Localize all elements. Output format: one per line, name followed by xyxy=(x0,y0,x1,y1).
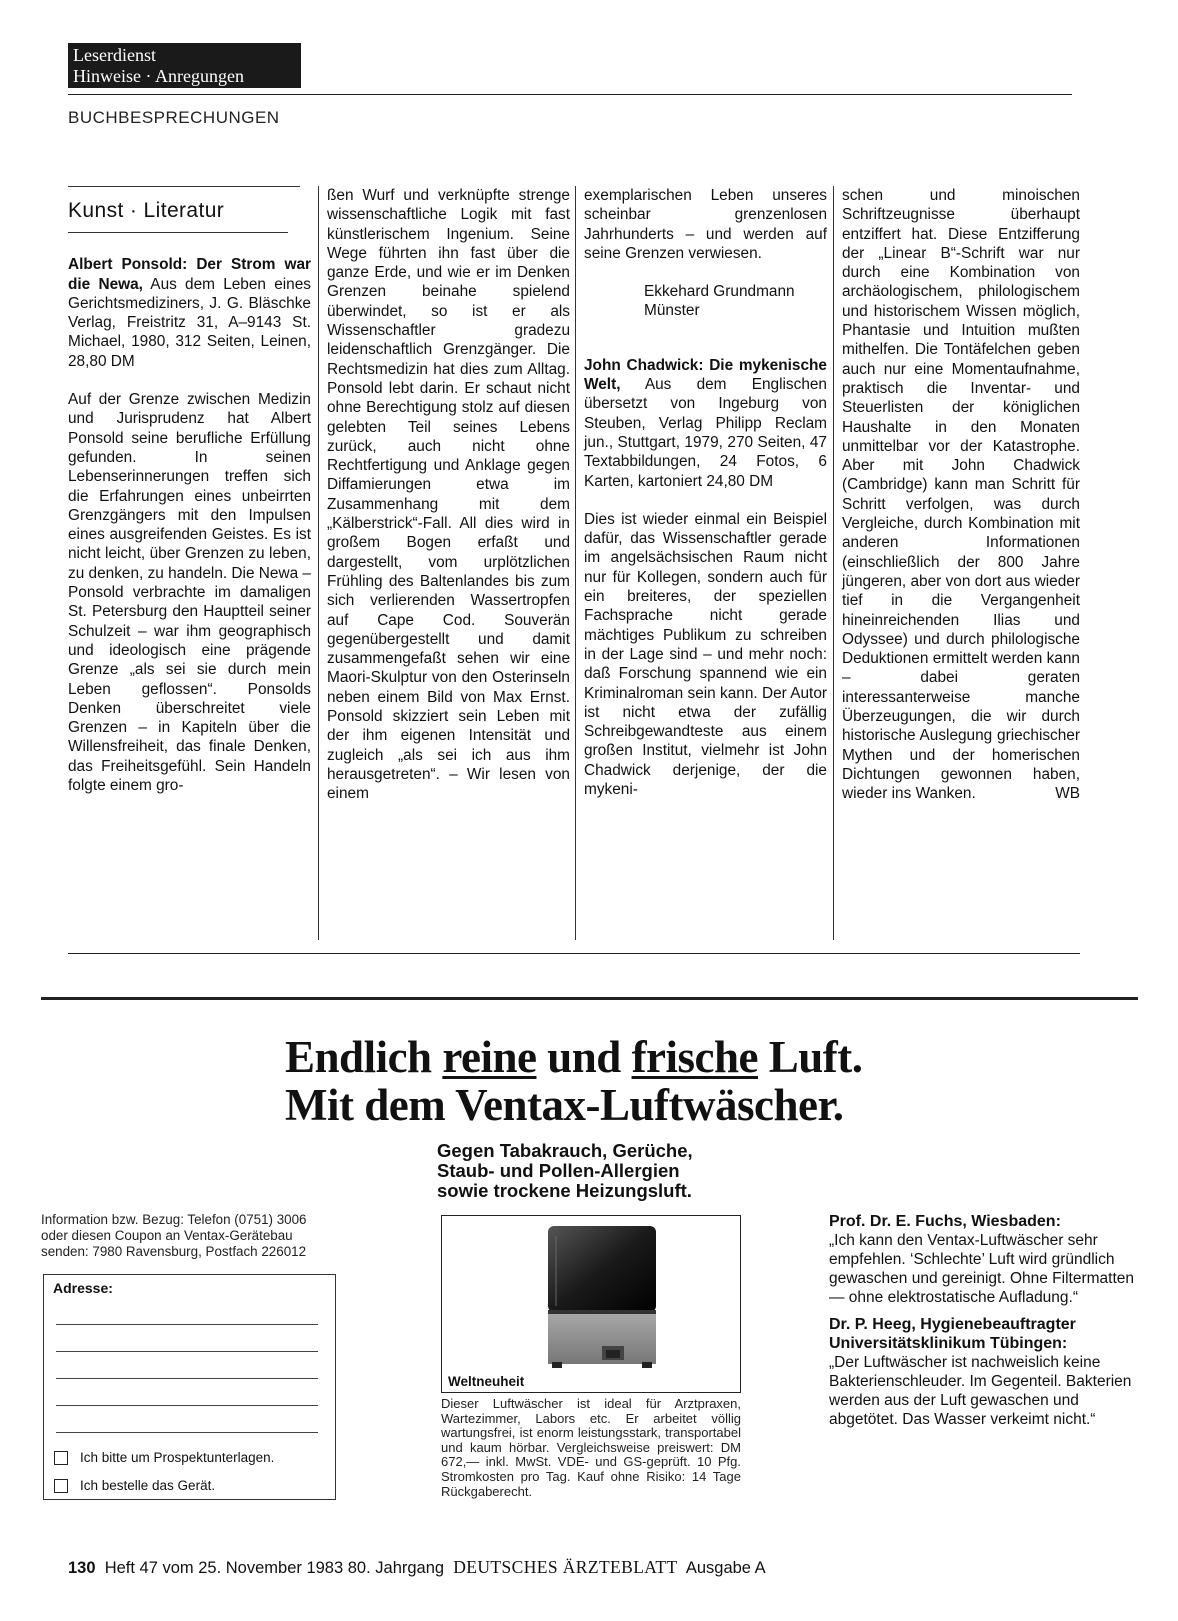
review-1-text: Auf der Grenze zwischen Medizin und Jurisprudenz hat Albert Ponsold seine berufliche Erfüllung gefunden. In seinen Lebenserinnerungen treffen sich die Erfahrungen eines unbeirrten Grenzgängers mit den Impulsen eines ausgreifenden Geistes. Es ist nicht leicht, über Grenzen zu leben, zu denken, zu handeln. Die Newa – Ponsold verbrachte im damaligen St. Petersburg den Hauptteil seiner Schulzeit – war ihm geographisch und ideologisch eine prägende Grenze „als sei sie durch mein Leben geflossen“. Ponsolds Denken überschreitet viele Grenzen – in Kapiteln über die Willensfreiheit, das finale Denken, das Freiheitsgefühl. Sein Handeln folgte einem gro- xyxy=(68,391,311,795)
masthead-logo xyxy=(68,43,301,88)
review-1-text-continued: ßen Wurf und verknüpfte strenge wissenschaftliche Logik mit fast künstlerischem Ingenium. Seine Wege führten ihn fast über die ganze Erde, und wie er im Denken Grenzen beinahe spielend überwindet, so ist er als Wissenschaftler gradezu leidenschaftlich Grenzgänger. Die Rechtsmedizin hat dies zum Alltag. Ponsold lebt darin. Er schaut nicht ohne Berechtigung stolz auf diesen gelebten Teil seines Lebens zurück, auch nicht ohne Rechtfertigung und Anklage gegen Diffamierungen etwa im Zusammenhang mit dem „Kälberstrick“-Fall. All dies wird in großem Bogen erfaßt und dargestellt, vom urplötzlichen Frühling des Baltenlandes bis zum sich verlierenden Wassertropfen auf Cape Cod. Souverän gegenübergestellt und damit zusammengefaßt sehen wir eine Maori-Skulptur von den Osterinseln neben einem Bild von Max Ernst. Ponsold skizziert sein Leben mit der ihm eigenen Intensität und zugleich „als sei ich aus ihm herausgetreten“. – Wir lesen von einem xyxy=(327,187,570,803)
testimonial-1-author: Prof. Dr. E. Fuchs, Wiesbaden: xyxy=(829,1213,1061,1230)
ad-subheadline: Gegen Tabakrauch, Gerüche, Staub- und Pollen-Allergien sowie trockene Heizungsluft. xyxy=(437,1140,693,1201)
heading-rule-top xyxy=(68,186,300,187)
category-heading: Kunst · Literatur xyxy=(68,199,225,222)
testimonial-2-author-line1: Dr. P. Heeg, Hygienebeauftragter xyxy=(829,1316,1076,1333)
address-line[interactable] xyxy=(56,1405,318,1406)
ad-headline-2: Mit dem Ventax-Luftwäscher. xyxy=(285,1080,844,1130)
address-line[interactable] xyxy=(56,1324,318,1325)
option-prospectus-label: Ich bitte um Prospektunterlagen. xyxy=(80,1450,275,1465)
column-divider-1 xyxy=(318,186,319,940)
heading-rule-bottom xyxy=(68,232,288,233)
air-washer-device-icon xyxy=(542,1222,662,1372)
option-order-label: Ich bestelle das Gerät. xyxy=(80,1478,216,1493)
column-1 xyxy=(68,186,311,814)
review-1-signature xyxy=(584,282,827,321)
address-line[interactable] xyxy=(56,1378,318,1379)
address-line[interactable] xyxy=(56,1351,318,1352)
column-divider-2 xyxy=(575,186,576,940)
review-1-title: Albert Ponsold: Der Strom war die Newa, xyxy=(68,256,311,293)
review-2-details: Aus dem Englischen übersetzt von Ingeburg von Steuben, Verlag Philipp Reclam jun., Stuttgart, 1979, 270 Seiten, 47 Textabbildungen, 24 Fotos, 6 Karten, kartoniert 24,80 DM xyxy=(584,376,827,490)
column-divider-3 xyxy=(833,186,834,940)
option-prospectus[interactable] xyxy=(54,1450,274,1465)
reviewer-city: Münster xyxy=(644,302,700,320)
photo-label: Weltneuheit xyxy=(448,1374,525,1389)
ad-contact-info: Information bzw. Bezug: Telefon (0751) 3006 oder diesen Coupon an Ventax-Gerätebau senden: 7980 Ravensburg, Postfach 226012 xyxy=(41,1212,307,1259)
review-1-text-end: exemplarischen Leben unseres scheinbar grenzenlosen Jahrhunderts – und werden auf seine Grenzen verwiesen. xyxy=(584,187,827,262)
review-2-text-continued: schen und minoischen Schriftzeugnisse überhaupt entziffert hat. Diese Entzifferung der „Linear B“-Schrift war nur durch eine Kombination von archäologischem, philologischem und historischem Wissen möglich, Phantasie und Intuition mußten mithelfen. Die Tontäfelchen geben auch nur eine Momentaufnahme, praktisch die Inventar- und Steuerlisten der königlichen Haushalte in den Monaten unmittelbar vor der Katastrophe. Aber mit John Chadwick (Cambridge) kann man Schritt für Schritt verfolgen, was durch Vergleiche, durch Kombination mit anderen Informationen (einschließlich der 800 Jahre jüngeren, aber von dort aus wieder tief in die Vergangenheit hineinreichenden Ilias und Odyssee) und durch philologische Deduktionen ermittelt werden kann – dabei geraten interessanterweise manche Überzeugungen, die wir durch historische Auslegung griechischer Mythen und der homerischen Dichtungen gewonnen haben, wieder ins Wanken. WB xyxy=(842,187,1080,803)
page-number: 130 xyxy=(68,1559,96,1577)
issue-info: Heft 47 vom 25. November 1983 80. Jahrgang xyxy=(104,1559,445,1577)
address-line[interactable] xyxy=(56,1432,318,1433)
ad-headline-1: Endlich reine und frische Luft. xyxy=(285,1032,863,1082)
reviewer-name: Ekkehard Grundmann xyxy=(644,283,795,301)
review-2-text: Dies ist wieder einmal ein Beispiel dafür, das Wissenschaftler gerade im angelsächsischen Raum nicht nur für Kollegen, sondern auch für ein breiteres, der speziellen Fachsprache nicht gerade mächtiges Publikum zu schreiben in der Lage sind – und mehr noch: daß Forschung spannend wie ein Kriminalroman sein kann. Der Autor ist nicht etwa der zufällig Schreibgewandteste aus einem großen Institut, vielmehr ist John Chadwick derjenige, der die mykeni- xyxy=(584,510,827,799)
order-coupon xyxy=(43,1274,336,1500)
testimonial-2-text: „Der Luftwäscher ist nachweislich keine Bakterienschleuder. Im Gegenteil. Bakterien werden aus der Luft gewaschen und abgetötet. Das Wasser verkeimt nicht.“ xyxy=(829,1354,1132,1428)
publication-name: DEUTSCHES ÄRZTEBLATT xyxy=(453,1557,678,1577)
review-1-details: Aus dem Leben eines Gerichtsmediziners, J. G. Bläschke Verlag, Freistritz 31, A–9143 St. Michael, 1980, 312 Seiten, Leinen, 28,80 DM xyxy=(68,275,311,370)
review-2-bibliography xyxy=(584,356,827,491)
testimonial-2-author-line2: Universitätsklinikum Tübingen: xyxy=(829,1335,1068,1352)
option-order[interactable] xyxy=(54,1478,215,1493)
product-description: Dieser Luftwäscher ist ideal für Arztpraxen, Wartezimmer, Labors etc. Er arbeitet völlig wartungsfrei, ist enorm leistungsstark, transportabel und kaum hörbar. Vergleichsweise preiswert: DM 672,— inkl. MwSt. VDE- und GS-geprüft. 10 Pfg. Stromkosten pro Tag. Kauf ohne Risiko: 14 Tage Rückgaberecht. xyxy=(441,1396,741,1499)
testimonial-1-text: „Ich kann den Ventax-Luftwäscher sehr empfehlen. ‘Schlechte’ Luft wird gründlich gewaschen und gereinigt. Ohne Filtermatten — ohne elektrostatische Aufladung.“ xyxy=(829,1232,1135,1306)
masthead-line1: Leserdienst xyxy=(73,45,156,65)
masthead-line2: Hinweise · Anregungen xyxy=(73,66,244,86)
column-3 xyxy=(584,186,827,818)
review-2-title: John Chadwick: Die mykenische Welt, xyxy=(584,356,827,394)
reviewer-initials: WB xyxy=(1055,785,1080,803)
header-rule xyxy=(68,94,1072,95)
review-1-bibliography xyxy=(68,255,311,371)
section-title: BUCHBESPRECHUNGEN xyxy=(68,108,280,127)
articles-bottom-rule xyxy=(68,953,1080,954)
page-footer xyxy=(68,1557,766,1578)
checkbox-order[interactable] xyxy=(54,1479,68,1493)
checkbox-prospectus[interactable] xyxy=(54,1451,68,1465)
ad-top-rule xyxy=(41,997,1138,1000)
column-2 xyxy=(327,186,570,823)
edition: Ausgabe A xyxy=(685,1559,766,1577)
testimonials xyxy=(829,1212,1135,1437)
coupon-title: Adresse: xyxy=(53,1280,113,1296)
product-photo xyxy=(441,1215,741,1393)
column-4 xyxy=(842,186,1080,823)
